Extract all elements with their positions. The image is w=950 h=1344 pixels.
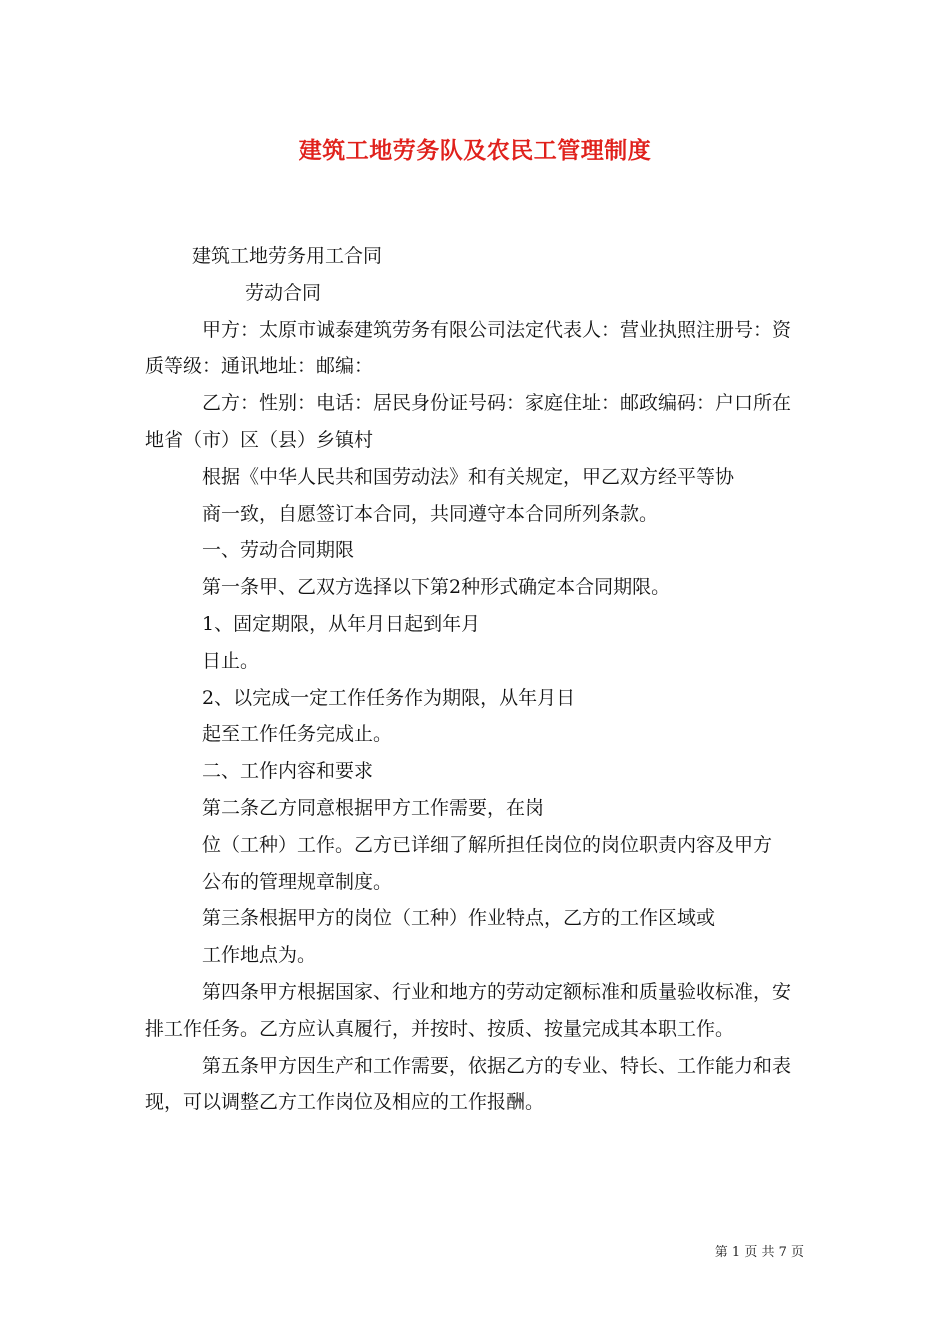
paragraph: 工作地点为。 xyxy=(202,944,317,967)
paragraph: 二、工作内容和要求 xyxy=(202,760,374,783)
paragraph: 第五条甲方因生产和工作需要，依据乙方的专业、特长、工作能力和表现，可以调整乙方工作岗位及相应的工作报酬。 xyxy=(145,1054,792,1114)
paragraph: 建筑工地劳务用工合同 xyxy=(192,245,383,267)
paragraph: 2、以完成一定工作任务作为期限，从年月日 xyxy=(202,686,576,709)
paragraph: 1、固定期限，从年月日起到年月 xyxy=(202,612,481,635)
paragraph: 公布的管理规章制度。 xyxy=(202,870,393,893)
document-title: 建筑工地劳务队及农民工管理制度 xyxy=(298,137,652,164)
paragraph: 位（工种）工作。乙方已详细了解所担任岗位的岗位职责内容及甲方 xyxy=(202,833,773,856)
paragraph: 第四条甲方根据国家、行业和地方的劳动定额标准和质量验收标准，安排工作任务。乙方应认真履行，并按时、按质、按量完成其本职工作。 xyxy=(145,980,792,1040)
paragraph: 商一致，自愿签订本合同，共同遵守本合同所列条款。 xyxy=(202,502,659,525)
paragraph: 第二条乙方同意根据甲方工作需要，在岗 xyxy=(202,796,545,819)
paragraph: 根据《中华人民共和国劳动法》和有关规定，甲乙双方经平等协 xyxy=(202,465,735,488)
paragraph: 日止。 xyxy=(202,649,260,672)
paragraph: 甲方：太原市诚泰建筑劳务有限公司法定代表人：营业执照注册号：资质等级：通讯地址：邮编： xyxy=(145,318,792,378)
page-footer: 第 1 页 共 7 页 xyxy=(714,1245,804,1260)
paragraph: 起至工作任务完成止。 xyxy=(202,723,393,746)
paragraph: 劳动合同 xyxy=(245,281,322,304)
paragraph: 第一条甲、乙双方选择以下第2种形式确定本合同期限。 xyxy=(202,576,671,599)
paragraph: 第三条根据甲方的岗位（工种）作业特点，乙方的工作区域或 xyxy=(202,907,716,930)
document-body xyxy=(145,238,805,1121)
paragraph: 乙方：性别：电话：居民身份证号码：家庭住址：邮政编码：户口所在地省（市）区（县）乡镇村 xyxy=(145,392,792,451)
paragraph: 一、劳动合同期限 xyxy=(202,539,355,562)
